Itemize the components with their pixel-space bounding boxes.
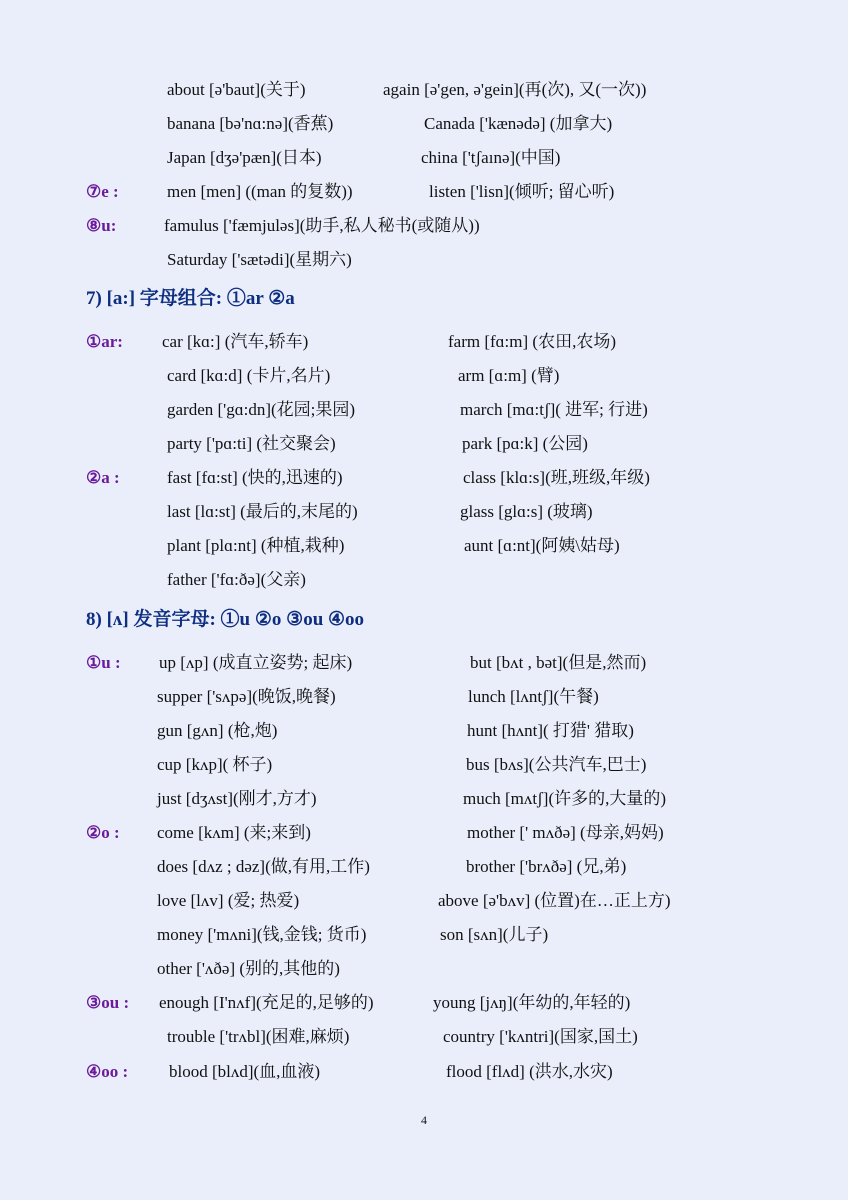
vocab-entry-left: fast [fɑ:st] (快的,迅速的) — [167, 468, 343, 487]
vocab-entry-right: lunch [lʌntʃ](午餐) — [468, 687, 599, 706]
vocab-row — [0, 109, 848, 139]
vocab-row — [0, 361, 848, 391]
vocab-entry-left: blood [blʌd](血,血液) — [169, 1062, 321, 1081]
vocab-row — [0, 211, 848, 241]
vocab-entry-right: again [ə'gen, ə'gein](再(次), 又(一次)) — [383, 80, 647, 99]
vocab-entry-right: above [ə'bʌv] (位置)在…正上方) — [438, 891, 671, 910]
vocab-entry-left: love [lʌv] (爱; 热爱) — [157, 891, 300, 910]
vocab-entry-left: other ['ʌðə] (别的,其他的) — [157, 959, 340, 978]
vocab-entry-right: mother [' mʌðə] (母亲,妈妈) — [467, 823, 664, 842]
vocab-entry-right: class [klɑ:s](班,班级,年级) — [463, 468, 650, 487]
section-heading: 8) [ʌ] 发音字母: ①u ②o ③ou ④oo — [86, 609, 365, 630]
vocab-entry-right: hunt [hʌnt]( 打猎' 猎取) — [467, 721, 634, 740]
vocab-entry-right: listen ['lisn](倾听; 留心听) — [429, 182, 615, 201]
vocab-row — [0, 245, 848, 275]
letter-group-marker: ①u : — [86, 653, 121, 672]
vocab-entry-right: young [jʌŋ](年幼的,年轻的) — [433, 993, 631, 1012]
vocab-row — [0, 954, 848, 984]
letter-group-marker: ⑧u: — [86, 216, 117, 235]
vocab-row — [0, 75, 848, 105]
vocab-row — [0, 327, 848, 357]
letter-group-marker: ③ou : — [86, 993, 130, 1012]
vocab-entry-left: last [lɑ:st] (最后的,末尾的) — [167, 502, 358, 521]
vocab-entry-left: card [kɑ:d] (卡片,名片) — [167, 366, 331, 385]
vocab-row — [0, 531, 848, 561]
vocab-entry-right: Canada ['kænədə] (加拿大) — [424, 114, 613, 133]
vocab-entry-left: cup [kʌp]( 杯子) — [157, 755, 273, 774]
vocab-entry-left: men [men] ((man 的复数)) — [167, 182, 353, 201]
vocab-row — [0, 886, 848, 916]
section-heading: 7) [a:] 字母组合: ①ar ②a — [86, 288, 295, 309]
letter-group-marker: ②a : — [86, 468, 120, 487]
vocab-row — [0, 716, 848, 746]
vocab-entry-left: come [kʌm] (来;来到) — [157, 823, 311, 842]
vocab-row — [0, 143, 848, 173]
vocab-row — [0, 177, 848, 207]
letter-group-marker: ⑦e : — [86, 182, 119, 201]
vocab-entry-right: bus [bʌs](公共汽车,巴士) — [466, 755, 647, 774]
vocab-entry-right: but [bʌt , bət](但是,然而) — [470, 653, 647, 672]
vocab-row — [0, 395, 848, 425]
vocab-row — [0, 818, 848, 848]
vocab-entry-right: flood [flʌd] (洪水,水灾) — [446, 1062, 613, 1081]
vocab-entry-left: Saturday ['sætədi](星期六) — [167, 250, 352, 269]
vocab-entry-right: march [mɑ:tʃ]( 进军; 行进) — [460, 400, 648, 419]
vocab-entry-right: china ['tʃaınə](中国) — [421, 148, 561, 167]
vocab-entry-left: car [kɑ:] (汽车,轿车) — [162, 332, 309, 351]
vocab-entry-left: up [ʌp] (成直立姿势; 起床) — [159, 653, 353, 672]
vocab-entry-left: just [dʒʌst](刚才,方才) — [157, 789, 317, 808]
letter-group-marker: ②o : — [86, 823, 120, 842]
vocab-entry-left: trouble ['trʌbl](困难,麻烦) — [167, 1027, 350, 1046]
vocab-entry-left: garden ['gɑ:dn](花园;果园) — [167, 400, 356, 419]
vocab-entry-right: farm [fɑ:m] (农田,农场) — [448, 332, 616, 351]
vocab-row — [0, 920, 848, 950]
vocab-entry-left: gun [gʌn] (枪,炮) — [157, 721, 278, 740]
vocab-entry-left: father ['fɑ:ðə](父亲) — [167, 570, 306, 589]
vocab-entry-right: much [mʌtʃ](许多的,大量的) — [463, 789, 667, 808]
vocab-entry-left: party ['pɑ:ti] (社交聚会) — [167, 434, 336, 453]
vocab-entry-right: brother ['brʌðə] (兄,弟) — [466, 857, 627, 876]
vocab-row — [0, 463, 848, 493]
vocab-entry-right: country ['kʌntri](国家,国土) — [443, 1027, 638, 1046]
vocab-row — [0, 497, 848, 527]
letter-group-marker: ①ar: — [86, 332, 123, 351]
vocab-row — [0, 1057, 848, 1087]
vocab-entry-right: son [sʌn](儿子) — [440, 925, 549, 944]
vocab-entry-left: Japan [dʒə'pæn](日本) — [167, 148, 322, 167]
vocab-entry-left: banana [bə'nɑ:nə](香蕉) — [167, 114, 334, 133]
vocab-row — [0, 750, 848, 780]
vocab-entry-left: supper ['sʌpə](晚饭,晚餐) — [157, 687, 336, 706]
letter-group-marker: ④oo : — [86, 1062, 129, 1081]
vocab-entry-left: famulus ['fæmjuləs](助手,私人秘书(或随从)) — [164, 216, 480, 235]
vocab-row — [0, 988, 848, 1018]
vocab-row — [0, 648, 848, 678]
vocab-entry-right: aunt [ɑ:nt](阿姨\姑母) — [464, 536, 620, 555]
vocab-entry-right: arm [ɑ:m] (臂) — [458, 366, 560, 385]
vocab-entry-left: does [dʌz ; dəz](做,有用,工作) — [157, 857, 370, 876]
vocab-row — [0, 682, 848, 712]
vocab-entry-right: glass [glɑ:s] (玻璃) — [460, 502, 593, 521]
vocab-row — [0, 429, 848, 459]
page-number: 4 — [421, 1113, 427, 1127]
vocab-entry-left: plant [plɑ:nt] (种植,栽种) — [167, 536, 345, 555]
vocab-entry-left: enough [I'nʌf](充足的,足够的) — [159, 993, 374, 1012]
vocab-row — [0, 852, 848, 882]
vocab-entry-left: about [ə'baut](关于) — [167, 80, 306, 99]
vocab-row — [0, 1022, 848, 1052]
vocab-entry-right: park [pɑ:k] (公园) — [462, 434, 588, 453]
vocab-row — [0, 565, 848, 595]
vocab-row — [0, 784, 848, 814]
vocab-entry-left: money ['mʌni](钱,金钱; 货币) — [157, 925, 367, 944]
